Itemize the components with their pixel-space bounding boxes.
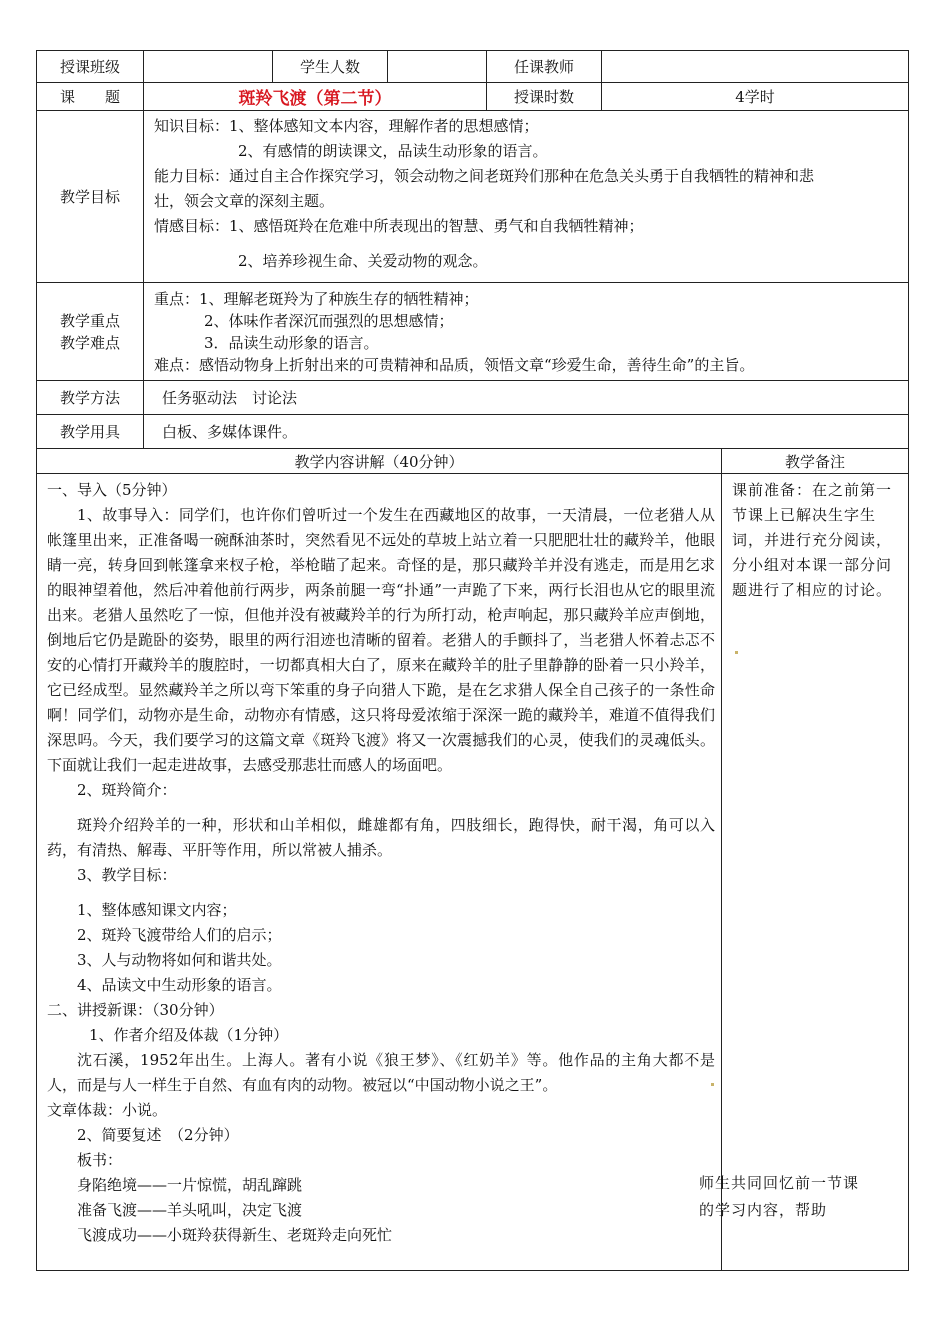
keypoints-content (144, 283, 909, 381)
difficulty-point: 难点：感悟动物身上折射出来的可贵精神和品质，领悟文章“珍爱生命，善待生命”的主旨。 (154, 355, 755, 374)
antelope-intro-text: 斑羚介绍羚羊的一种，形状和山羊相似，雌雄都有角，四肢细长，跑得快，耐干渴，角可以入药，有清热、解毒、平肝等作用，所以常被人捕杀。 (47, 816, 715, 859)
tools-value: 白板、多媒体课件。 (144, 415, 909, 449)
section-new-lesson: 二、讲授新课：（30分钟） (47, 1001, 224, 1019)
note-preparation: 课前准备：在之前第一节课上已解决生字生词，并进行充分阅读，分小组对本课一部分问题进行了相应的讨论。 (732, 481, 893, 599)
teaching-goal-item: 2、斑羚飞渡带给人们的启示； (77, 926, 282, 944)
knowledge-goal-2: 2、有感情的朗读课文，品读生动形象的语言。 (238, 142, 548, 160)
teacher-label: 任课教师 (487, 51, 602, 83)
header-row-2 (37, 83, 909, 111)
notes-content (722, 474, 909, 1271)
mark-dot (735, 651, 738, 654)
content-header: 教学内容讲解（40分钟） (37, 449, 722, 474)
ability-goal-1: 能力目标：通过自主合作探究学习，领会动物之间老斑羚们那种在危急关头勇于自我牺牲的精神和悲 (154, 167, 815, 185)
lesson-content (37, 474, 722, 1271)
board-line: 身陷绝境——一片惊慌，胡乱蹿跳 (77, 1176, 303, 1194)
class-value (144, 51, 273, 83)
lesson-plan-table (36, 50, 909, 1271)
students-label: 学生人数 (273, 51, 388, 83)
tools-row (37, 415, 909, 449)
antelope-intro-heading: 2、斑羚简介： (77, 781, 177, 799)
teaching-goal-item: 1、整体感知课文内容； (77, 901, 237, 919)
emotion-goal-1: 情感目标：1、感悟斑羚在危难中所表现出的智慧、勇气和自我牺牲精神； (154, 217, 644, 235)
board-line: 飞渡成功——小斑羚获得新生、老斑羚走向死忙 (77, 1226, 393, 1244)
goals-row (37, 111, 909, 283)
key-label: 教学重点 (59, 311, 120, 330)
header-row-1 (37, 51, 909, 83)
keypoints-label (37, 283, 144, 381)
method-row (37, 381, 909, 415)
teaching-goals-heading: 3、教学目标： (77, 866, 177, 884)
teacher-value (602, 51, 909, 83)
author-text: 沈石溪，1952年出生。上海人。著有小说《狼王梦》、《红奶羊》等。他作品的主角大都不是人，而是与人一样生于自然、有血有肉的动物。被冠以“中国动物小说之王”。 (47, 1051, 715, 1094)
keypoints-row (37, 283, 909, 381)
difficulty-label: 教学难点 (59, 333, 120, 352)
author-heading: 1、作者介绍及体裁（1分钟） (89, 1026, 289, 1044)
genre-text: 文章体裁：小说。 (47, 1101, 168, 1119)
story-intro: 1、故事导入：同学们，也许你们曾听过一个发生在西藏地区的故事，一天清晨，一位老猎人从帐篷里出来，正准备喝一碗酥油茶时，突然看见不远处的草坡上站立着一只肥肥壮壮的藏羚羊，他眼睛一亮，转身回到帐篷拿来杈子枪，举枪瞄了起来。奇怪的是，那只藏羚羊并没有逃走，而是用乞求的眼神望着他，然后冲着他前行两步，两条前腿一弯“扑通”一声跪了下来，两行长泪也从它的眼里流出来。老猎人虽然吃了一惊，但他并没有被藏羚羊的行为所打动，枪声响起，那只藏羚羊应声倒地，倒地后它仍是跪卧的姿势，眼里的两行泪迹也清晰的留着。老猎人的手颤抖了，当老猎人怀着忐忑不安的心情打开藏羚羊的腹腔时，一切都真相大白了，原来在藏羚羊的肚子里静静的卧着一只小羚羊，它已经成型。显然藏羚羊之所以弯下笨重的身子向猎人下跪，是在乞求猎人保全自己孩子的一条性命啊！同学们，动物亦是生命，动物亦有情感，这只将母爱浓缩于深深一跪的藏羚羊，难道不值得我们深思吗。今天，我们要学习的这篇文章《斑羚飞渡》将又一次震撼我们的心灵，使我们的灵魂低头。下面就让我们一起走进故事，去感受那悲壮而感人的场面吧。 (47, 506, 715, 774)
goals-label: 教学目标 (37, 111, 144, 283)
tools-label: 教学用具 (37, 415, 144, 449)
key-point-2: 2、体味作者深沉而强烈的思想感情； (204, 311, 454, 330)
lesson-plan (36, 50, 908, 1271)
goals-content (144, 111, 909, 283)
teaching-goal-item: 4、品读文中生动形象的语言。 (77, 976, 282, 994)
board-line: 准备飞渡——羊头吼叫，决定飞渡 (77, 1201, 303, 1219)
retell-heading: 2、简要复述 （2分钟） (77, 1126, 239, 1144)
content-header-row (37, 449, 909, 474)
students-value (388, 51, 487, 83)
content-row (37, 474, 909, 1271)
key-point-3: 3．品读生动形象的语言。 (204, 333, 379, 352)
teaching-goal-item: 3、人与动物将如何和谐共处。 (77, 951, 282, 969)
emotion-goal-2: 2、培养珍视生命、关爱动物的观念。 (238, 252, 488, 270)
notes-header: 教学备注 (722, 449, 909, 474)
method-label: 教学方法 (37, 381, 144, 415)
board-label: 板书： (77, 1151, 123, 1169)
key-point-1: 重点：1、理解老斑羚为了种族生存的牺牲精神； (154, 289, 479, 308)
hours-value: 4学时 (602, 83, 909, 111)
hours-label: 授课时数 (487, 83, 602, 111)
mark-dot (711, 1083, 714, 1086)
knowledge-goal-1: 知识目标：1、整体感知文本内容，理解作者的思想感情； (154, 117, 539, 135)
note-review: 师生共同回忆前一节课的学习内容，帮助 (699, 1174, 860, 1219)
ability-goal-2: 壮，领会文章的深刻主题。 (154, 192, 335, 210)
section-intro: 一、导入（5分钟） (47, 481, 177, 499)
topic-title: 斑羚飞渡（第二节） (144, 83, 487, 111)
topic-label: 课 题 (37, 83, 144, 111)
method-value: 任务驱动法 讨论法 (144, 381, 909, 415)
class-label: 授课班级 (37, 51, 144, 83)
